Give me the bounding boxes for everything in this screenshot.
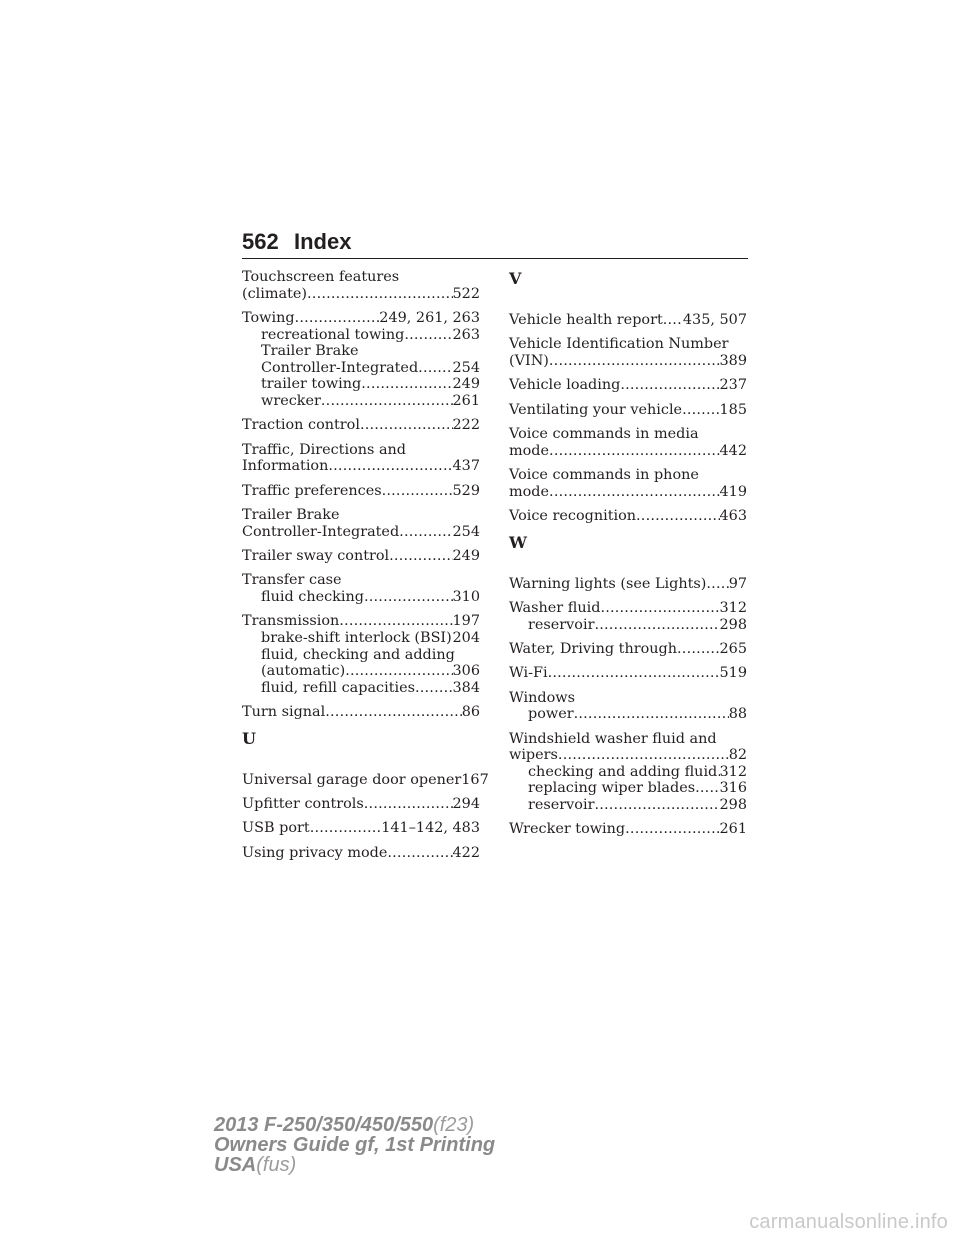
dot-leader	[310, 820, 382, 837]
index-line	[509, 443, 747, 460]
index-line	[509, 484, 747, 501]
index-line	[242, 845, 480, 862]
index-line	[509, 467, 747, 484]
index-subentry	[509, 617, 747, 634]
document-footer	[214, 1115, 495, 1175]
dot-leader	[321, 393, 453, 410]
index-line	[509, 353, 747, 370]
page-reference[interactable]: 442	[719, 442, 747, 459]
dot-leader	[360, 417, 453, 434]
entry-text: Traction control	[242, 417, 360, 434]
index-subentry	[509, 780, 747, 797]
index-entry	[509, 690, 747, 723]
index-line	[509, 402, 747, 419]
index-entry	[509, 821, 747, 838]
index-subentry	[242, 376, 480, 393]
index-line	[242, 483, 480, 500]
index-line	[242, 796, 480, 813]
dot-leader	[382, 483, 453, 500]
entry-text: trailer towing	[261, 376, 362, 393]
index-line	[509, 690, 747, 707]
index-line	[509, 312, 747, 329]
page-reference[interactable]: 249, 261, 263	[379, 309, 480, 326]
dot-leader	[549, 443, 719, 460]
dot-leader	[625, 821, 719, 838]
entry-text: checking and adding fluid	[528, 763, 718, 780]
page-reference[interactable]: 237	[719, 377, 747, 394]
dot-leader	[594, 797, 719, 814]
index-entry	[242, 796, 480, 813]
page-reference[interactable]: 312	[719, 599, 747, 616]
page-reference[interactable]: 294	[452, 796, 480, 813]
dot-leader	[361, 376, 452, 393]
index-entry	[242, 820, 480, 837]
index-line	[242, 417, 480, 434]
index-entry	[242, 845, 480, 862]
page-reference[interactable]: 435, 507	[682, 312, 747, 328]
dot-leader	[636, 508, 720, 525]
dot-leader	[695, 780, 719, 797]
dot-leader	[549, 353, 720, 370]
dot-leader	[364, 589, 453, 606]
index-line	[509, 641, 747, 658]
entry-text: replacing wiper blades	[528, 780, 696, 797]
page-reference[interactable]: 204	[452, 630, 480, 647]
index-line	[509, 665, 747, 682]
index-line	[242, 269, 480, 286]
index-line	[509, 377, 747, 394]
footer-model: 2013 F-250/350/450/550	[214, 1114, 434, 1136]
index-entry	[242, 613, 480, 696]
index-line	[509, 426, 747, 443]
index-subentry	[242, 327, 480, 344]
index-line	[242, 286, 480, 303]
index-line	[242, 771, 489, 789]
index-line	[242, 442, 480, 459]
index-line	[509, 821, 747, 838]
page-reference[interactable]: 298	[719, 616, 747, 633]
entry-text: USB port	[242, 820, 310, 837]
page-reference[interactable]: 263	[452, 326, 480, 343]
index-entry	[509, 641, 747, 658]
entry-text: Vehicle loading	[509, 377, 621, 394]
index-line	[242, 548, 480, 565]
page-header	[242, 228, 748, 258]
page-reference[interactable]: 298	[719, 797, 747, 814]
dot-leader	[663, 312, 683, 329]
entry-text: wrecker	[261, 392, 321, 409]
entry-text: brake-shift interlock (BSI)	[261, 630, 452, 647]
index-line	[509, 747, 747, 764]
index-line	[242, 458, 480, 475]
page-reference[interactable]: 389	[719, 352, 747, 369]
dot-leader	[574, 706, 729, 723]
dot-leader	[415, 680, 453, 697]
entry-text: Transmission	[242, 613, 340, 630]
index-entry	[242, 483, 480, 500]
page-reference[interactable]: 249	[452, 376, 480, 393]
index-entry	[509, 576, 747, 593]
page-reference[interactable]: 529	[452, 482, 480, 499]
dot-leader	[339, 613, 452, 630]
index-line	[242, 820, 480, 837]
index-subentry	[242, 393, 480, 410]
page-reference[interactable]: 222	[452, 417, 480, 434]
entry-text: Ventilating your vehicle	[509, 401, 683, 418]
dot-leader	[548, 665, 720, 682]
entry-text: mode	[509, 483, 550, 500]
index-entry	[242, 704, 480, 721]
page-reference[interactable]: 185	[719, 401, 747, 418]
entry-text: Controller-Integrated	[242, 523, 400, 540]
section-letter: W	[509, 532, 527, 552]
index-entry	[242, 417, 480, 434]
index-line	[242, 613, 480, 630]
dot-leader	[345, 663, 452, 680]
entry-text: Trailer Brake	[242, 507, 340, 524]
entry-text: Water, Driving through	[509, 640, 678, 657]
entry-text: fluid, checking and adding	[261, 646, 455, 663]
page-reference[interactable]: 310	[452, 589, 480, 606]
footer-market: USA	[214, 1154, 257, 1176]
dot-leader	[325, 704, 461, 721]
index-entry	[242, 442, 480, 475]
dot-leader	[418, 360, 452, 377]
index-line	[242, 310, 480, 327]
dot-leader	[387, 845, 452, 862]
entry-text: Trailer Brake	[261, 343, 359, 360]
entry-text: wipers	[509, 747, 558, 764]
section-letter: U	[242, 728, 256, 748]
dot-leader	[706, 576, 728, 593]
page-reference[interactable]: 419	[719, 483, 747, 500]
section-letter: V	[509, 269, 522, 288]
footer-model-code: (f23)	[433, 1114, 475, 1136]
index-line	[509, 731, 747, 748]
entry-text: Upfitter controls	[242, 796, 364, 813]
dot-leader	[549, 484, 719, 501]
index-entry	[242, 269, 480, 302]
index-entry	[242, 310, 480, 410]
entry-text: Vehicle Identification Number	[509, 336, 729, 353]
footer-market-code: (fus)	[256, 1154, 297, 1176]
entry-text: Touchscreen features	[242, 269, 400, 285]
index-subentry	[242, 647, 480, 664]
index-line	[242, 524, 480, 541]
index-line	[509, 576, 747, 593]
page-reference[interactable]: 261	[719, 821, 747, 838]
index-subentry	[509, 797, 747, 814]
entry-text: Wi-Fi	[509, 665, 548, 682]
entry-text: Turn signal	[242, 704, 326, 721]
entry-text: Vehicle health report	[509, 312, 663, 328]
entry-text: Information	[242, 458, 329, 475]
entry-text: Universal garage door opener	[242, 771, 462, 788]
index-entry	[509, 377, 747, 394]
index-subentry	[242, 589, 480, 606]
index-entry	[509, 402, 747, 419]
page-number: 562	[242, 229, 279, 254]
index-subentry	[242, 630, 480, 647]
dot-leader	[364, 796, 453, 813]
page-reference[interactable]: 254	[452, 359, 480, 376]
index-line	[242, 704, 480, 721]
dot-leader	[295, 310, 380, 327]
index-line	[242, 572, 480, 589]
page-reference[interactable]: 463	[719, 508, 747, 525]
entry-text: (climate)	[242, 285, 308, 302]
index-entry	[509, 508, 747, 525]
dot-leader	[404, 327, 452, 344]
entry-text: Windows	[509, 689, 575, 706]
index-entry	[509, 731, 747, 814]
page-reference[interactable]: 422	[452, 844, 480, 861]
entry-text: Voice recognition	[509, 508, 637, 525]
entry-text: fluid, refill capacities	[261, 679, 415, 696]
header-rule	[242, 258, 748, 259]
index-column-right	[509, 269, 747, 846]
footer-guide: Owners Guide gf, 1st Printing	[214, 1134, 496, 1156]
page-reference[interactable]: 306	[452, 663, 480, 680]
index-entry	[509, 600, 747, 633]
dot-leader	[558, 747, 729, 764]
index-subentry	[242, 343, 480, 360]
page-reference[interactable]: 312	[719, 763, 747, 780]
index-entry	[242, 548, 480, 565]
page-reference[interactable]: 88	[728, 706, 747, 723]
entry-text: Traffic preferences	[242, 482, 382, 499]
page-title: Index	[294, 229, 352, 254]
entry-text: reservoir	[528, 797, 595, 814]
page-reference[interactable]: 86	[461, 704, 480, 721]
entry-text: Controller-Integrated	[261, 359, 419, 376]
entry-text: recreational towing	[261, 326, 405, 343]
entry-text: Voice commands in phone	[509, 467, 699, 484]
page-reference[interactable]: 522	[452, 285, 480, 302]
entry-text: Washer fluid	[509, 599, 601, 616]
index-entry	[509, 312, 747, 329]
page-reference[interactable]: 384	[452, 679, 480, 696]
index-entry	[509, 336, 747, 369]
page-reference[interactable]: 437	[452, 458, 480, 475]
page-reference[interactable]: 141–142, 483	[381, 820, 480, 837]
entry-text: Traffic, Directions and	[242, 441, 407, 458]
dot-leader	[307, 286, 453, 303]
dot-leader	[328, 458, 452, 475]
dot-leader	[620, 377, 719, 394]
entry-text: Transfer case	[242, 572, 342, 589]
entry-text: fluid checking	[261, 589, 364, 606]
index-entry	[509, 467, 747, 500]
index-line	[509, 600, 747, 617]
index-line	[509, 508, 747, 525]
entry-text: Warning lights (see Lights)	[509, 575, 707, 592]
dot-leader	[682, 402, 719, 419]
entry-text: power	[528, 706, 574, 723]
index-subentry	[242, 360, 480, 377]
entry-text: Towing	[242, 309, 295, 326]
page-reference[interactable]: 97	[728, 575, 747, 592]
page-reference[interactable]: 82	[728, 747, 747, 764]
dot-leader	[594, 617, 719, 634]
index-subentry	[509, 706, 747, 723]
watermark: carmanualsonline.info	[749, 1211, 948, 1233]
dot-leader	[600, 600, 719, 617]
dot-leader	[677, 641, 720, 658]
entry-text: Trailer sway control	[242, 548, 390, 565]
page-reference[interactable]: 254	[452, 523, 480, 540]
page-reference[interactable]: 167	[461, 771, 489, 788]
index-entry	[242, 771, 489, 789]
page-reference[interactable]: 519	[719, 665, 747, 682]
entry-text: Using privacy mode	[242, 844, 388, 861]
page-reference[interactable]: 261	[452, 392, 480, 409]
dot-leader	[399, 524, 452, 541]
entry-text: Voice commands in media	[509, 426, 699, 443]
index-line	[509, 336, 747, 353]
index-column-left	[242, 269, 489, 869]
page-reference[interactable]: 249	[452, 548, 480, 565]
entry-text: Wrecker towing	[509, 821, 626, 838]
entry-text: Windshield washer fluid and	[509, 730, 717, 747]
index-entry	[509, 665, 747, 682]
entry-text: (automatic)	[261, 663, 346, 680]
index-subentry	[509, 764, 747, 781]
index-entry	[242, 507, 480, 540]
page-reference[interactable]: 316	[719, 780, 747, 797]
page-reference[interactable]: 197	[452, 613, 480, 630]
index-entry	[242, 572, 480, 605]
dot-leader	[389, 548, 452, 565]
index-entry	[509, 426, 747, 459]
entry-text: mode	[509, 442, 550, 459]
entry-text: reservoir	[528, 616, 595, 633]
index-line	[242, 507, 480, 524]
entry-text: (VIN)	[509, 352, 549, 369]
index-subentry	[242, 680, 480, 697]
index-subentry	[242, 663, 480, 680]
page-reference[interactable]: 265	[719, 640, 747, 657]
